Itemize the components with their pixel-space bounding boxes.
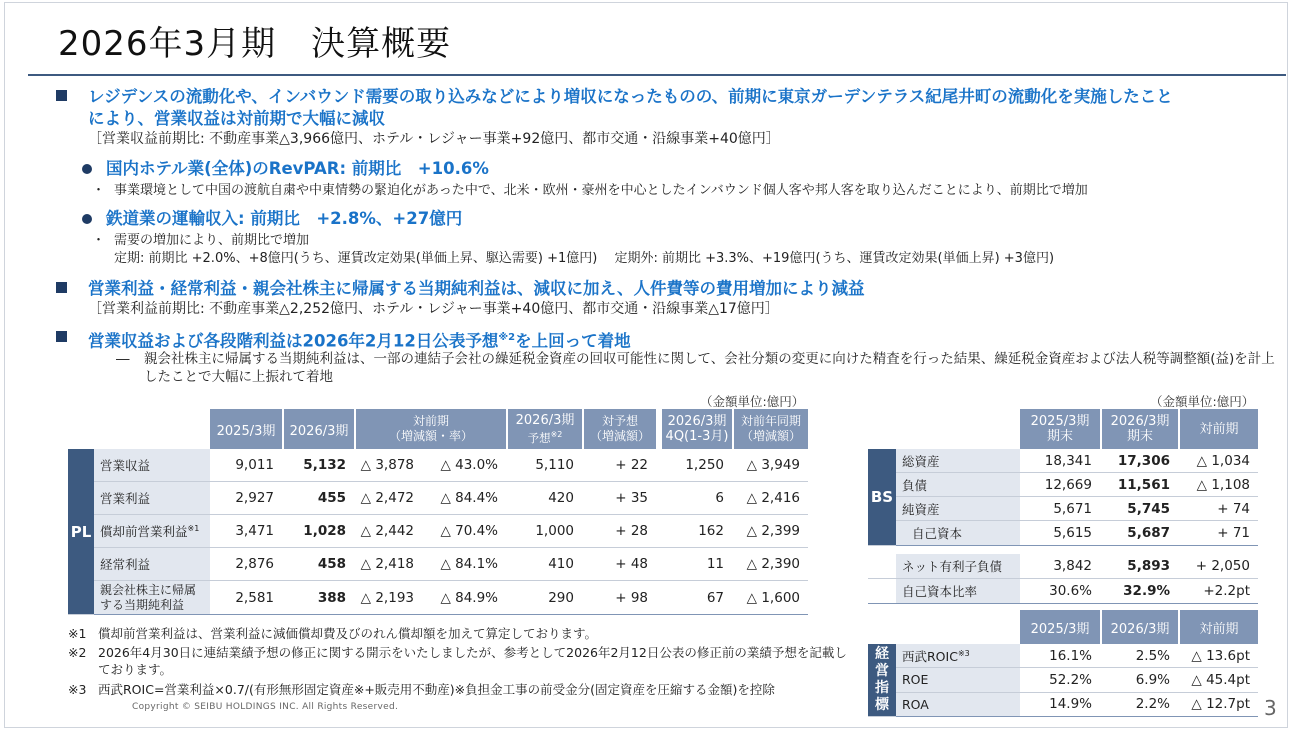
bullet-hotel-revpar: 国内ホテル業(全体)のRevPAR: 前期比 +10.6% xyxy=(82,158,489,180)
bullet-rail-revenue: 鉄道業の運輸収入: 前期比 +2.8%、+27億円 xyxy=(82,208,462,230)
table-row: 営業利益 2,927 455 △ 2,472 △ 84.4% 420 + 35 6 △ 2,416 xyxy=(68,482,808,515)
bullet-revenue xyxy=(58,86,1288,149)
bullet-revenue-line2: により、営業収益は対前期で大幅に減収 xyxy=(88,109,385,128)
table-row: 自己資本比率 30.6% 32.9% +2.2pt xyxy=(868,579,1258,604)
bullet-profit-breakdown: ［営業利益前期比: 不動産事業△2,252億円、ホテル・レジャー事業+40億円、都市交通・沿線事業△17億円］ xyxy=(88,301,779,317)
table-row: 償却前営業利益$^{※1}$ 3,471 1,028 △ 2,442 △ 70.4% 1,000 + 28 162 △ 2,399 xyxy=(68,515,808,548)
circle-bullet-icon xyxy=(82,214,92,224)
pl-header-q4: 2026/3期 4Q(1-3月) xyxy=(656,409,732,449)
circle-bullet-icon xyxy=(82,164,92,174)
page-number: 3 xyxy=(1264,696,1277,720)
square-bullet-icon xyxy=(56,90,67,101)
table-row: ネット有利子負債 3,842 5,893 + 2,050 xyxy=(868,554,1258,579)
table-row: 親会社株主に帰属 する当期純利益 2,581 388 △ 2,193 △ 84.9% 290 + 98 67 △ 1,600 xyxy=(68,581,808,615)
kpi-table: 2025/3期 2026/3期 対前期 経 営 指 標 西武ROIC$^{※3}$ 16.1% 2.5% △ 13.6pt ROE 52.2% 6.9% △ 45.4pt ROA 14.9% 2.2% △ 12.7pt xyxy=(868,610,1258,717)
table-row: BS 総資産 18,341 17,306 △ 1,034 xyxy=(868,449,1258,473)
table-row: ROE 52.2% 6.9% △ 45.4pt xyxy=(868,668,1258,692)
pl-unit-note: （金額単位:億円） xyxy=(700,394,805,409)
table-row: 負債 12,669 11,561 △ 1,108 xyxy=(868,473,1258,497)
table-row: 純資産 5,671 5,745 + 74 xyxy=(868,497,1258,521)
table-row: 経常利益 2,876 458 △ 2,418 △ 84.1% 410 + 48 11 △ 2,390 xyxy=(68,548,808,581)
pl-side-label: PL xyxy=(68,449,94,615)
footnote-3: ※3 西武ROIC=営業利益×0.7/(有形無形固定資産※+販売用不動産)※負担金工事の前受金分(固定資産を圧縮する金額)を控除 xyxy=(68,682,775,697)
bs-side-label: BS xyxy=(868,449,896,546)
forecast-detail: ― 親会社株主に帰属する当期純利益は、一部の連結子会社の繰延税金資産の回収可能性に関して、会社分類の変更に向けた精査を行った結果、繰延税金資産および法人税等調整額(益)を計上したことで大幅に上振れて着地 xyxy=(116,351,1275,385)
kpi-side-label: 経 営 指 標 xyxy=(868,644,896,717)
bullet-revenue-line1: レジデンスの流動化や、インバウンド需要の取り込みなどにより増収になったものの、前期に東京ガーデンテラス紀尾井町の流動化を実施したこと xyxy=(88,87,1173,106)
bs-table: 2025/3期 期末 2026/3期 期末 対前期 BS 総資産 18,341 17,306 △ 1,034 負債 12,669 11,561 △ 1,108 純資産 5,671 5,745 + 74 自己資本 5,615 5,687 + 71 ネット有利子負債 3,842 5,893 + 2,050 自己資本比率 30.6% 32.9% +2.2pt xyxy=(868,409,1258,604)
title-divider xyxy=(28,74,1286,76)
table-row: 経 営 指 標 西武ROIC$^{※3}$ 16.1% 2.5% △ 13.6pt xyxy=(868,644,1258,668)
pl-table xyxy=(68,409,808,615)
square-bullet-icon xyxy=(56,282,67,293)
pl-header-q4-yoy: 対前年同期 （増減額） xyxy=(732,409,808,449)
footnote-2: ※2 2026年4月30日に連結業績予想の修正に関する開示をいたしましたが、参考として2026年2月12日公表の修正前の業績予想を記載しております。 xyxy=(68,645,847,677)
hotel-detail: ・ 事業環境として中国の渡航自粛や中東情勢の緊迫化があった中で、北米・欧州・豪州を中心としたインバウンド個人客や邦人客を取り込んだことにより、前期比で増加 xyxy=(92,183,1088,198)
table-row: PL 営業収益 9,011 5,132 △ 3,878 △ 43.0% 5,110 + 22 1,250 △ 3,949 xyxy=(68,449,808,482)
table-row: ROA 14.9% 2.2% △ 12.7pt xyxy=(868,693,1258,717)
pl-header-2026: 2026/3期 xyxy=(282,409,354,449)
rail-detail: ・ 需要の増加により、前期比で増加 定期: 前期比 +2.0%、+8億円(うち、運賃改定効果(単価上昇、駆込需要) +1億円) 定期外: 前期比 +3.3%、+19億円(うち、運賃改定効果(単価上昇) +3億円) xyxy=(92,233,1055,266)
copyright: Copyright © SEIBU HOLDINGS INC. All Rights Reserved. xyxy=(132,702,399,712)
table-row: 自己資本 5,615 5,687 + 71 xyxy=(868,521,1258,546)
bullet-forecast: 営業収益および各段階利益は2026年2月12日公表予想$^{※2}$を上回って着地 xyxy=(58,327,1288,353)
pl-header-yoy: 対前期 （増減額・率） xyxy=(354,409,506,449)
footnote-1: ※1 償却前営業利益は、営業利益に減価償却費及びのれん償却額を加えて算定しております。 xyxy=(68,626,598,641)
pl-header-vs-forecast: 対予想 （増減額） xyxy=(582,409,656,449)
page-title: 2026年3月期 決算概要 xyxy=(58,24,452,64)
square-bullet-icon xyxy=(56,331,67,342)
bs-unit-note: （金額単位:億円） xyxy=(1150,394,1255,409)
bullet-profit: 営業利益・経常利益・親会社株主に帰属する当期純利益は、減収に加え、人件費等の費用増加により減益 ［営業利益前期比: 不動産事業△2,252億円、ホテル・レジャー事業+40億円、都市交通・沿線事業△17億円］ xyxy=(58,278,1288,319)
pl-header-forecast: 2026/3期 予想$^{※2}$ xyxy=(506,409,582,449)
pl-header-2025: 2025/3期 xyxy=(210,409,282,449)
bullet-revenue-breakdown: ［営業収益前期比: 不動産事業△3,966億円、ホテル・レジャー事業+92億円、都市交通・沿線事業+40億円］ xyxy=(88,131,780,147)
